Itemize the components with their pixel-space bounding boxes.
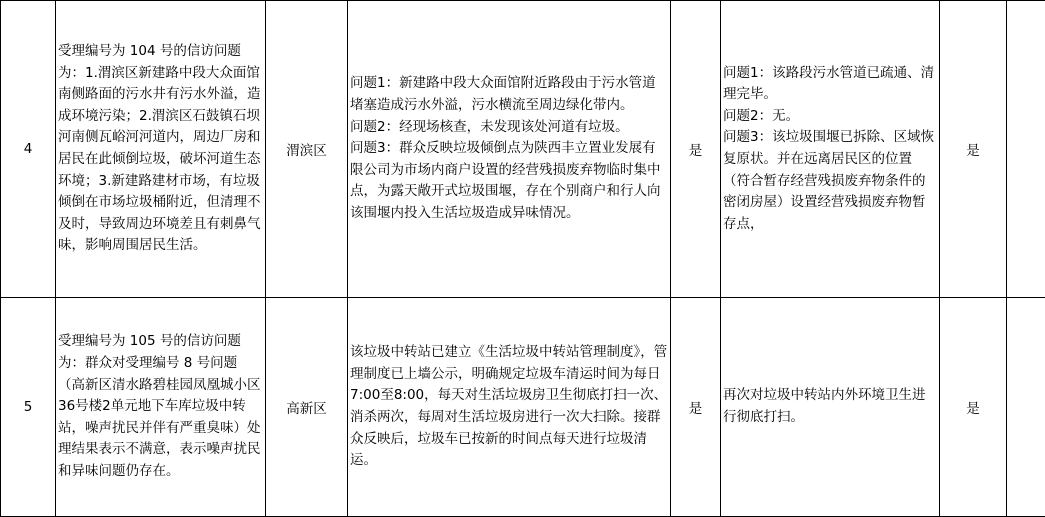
resolved-flag: 是 [940, 1, 1007, 298]
measures-paragraph: 问题3：该垃圾围堰已拆除、区域恢复原状。并在远离居民区的位置（符合暂存经营残损废弃物条件的密闭房屋）设置经营残损废弃物暂存点， [723, 129, 935, 232]
measures-paragraph: 问题1：该路段污水管道已疏通、清理完毕。 [723, 64, 935, 103]
complaint-text: 受理编号为 104 号的信访问题为：1.渭滨区新建路中段大众面馆南侧路面的污水井有污水外溢，造成环境污染；2.渭滨区石鼓镇石坝河南侧瓦峪河河道内，周边厂房和居民在此倾倒垃圾，破坏河道生态环境；3.新建路建材市场，有垃圾倾倒在市场垃圾桶附近，但清理不及时，导致周边环境差且有刺鼻气味，影响周围居民生活。 [56, 1, 266, 298]
investigation-paragraph: 问题3：群众反映垃圾倾倒点为陕西丰立置业发展有限公司为市场内商户设置的经营残损废弃物临时集中点，为露天敞开式垃圾围堰，存在个别商户和行人向该围堰内投入生活垃圾造成异味情况。 [350, 140, 661, 221]
verified-flag: 是 [671, 1, 721, 298]
verified-flag: 是 [671, 298, 721, 517]
row-number: 4 [1, 1, 56, 298]
measures-paragraph: 再次对垃圾中转站内外环境卫生进行彻底打扫。 [723, 387, 926, 425]
row-number: 5 [1, 298, 56, 517]
resolved-flag: 是 [940, 298, 1007, 517]
investigation-cell [348, 298, 671, 517]
table-row [1, 298, 1045, 517]
district-name: 高新区 [266, 298, 348, 517]
investigation-cell [348, 1, 671, 298]
district-name: 渭滨区 [266, 1, 348, 298]
empty-cell [1007, 298, 1045, 517]
table-row [1, 1, 1045, 298]
measures-cell [721, 1, 940, 298]
measures-paragraph: 问题2：无。 [723, 107, 800, 124]
investigation-paragraph: 该垃圾中转站已建立《生活垃圾中转站管理制度》，管理制度已上墙公示，明确规定垃圾车清运时间为每日7:00至8:00，每天对生活垃圾房卫生彻底打扫一次、消杀两次，每周对生活垃圾房进行一次大扫除。接群众反映后，垃圾车已按新的时间点每天进行垃圾清运。 [350, 344, 668, 469]
empty-cell [1007, 1, 1045, 298]
investigation-paragraph: 问题1：新建路中段大众面馆附近路段由于污水管道堵塞造成污水外溢，污水横流至周边绿化带内。 [350, 75, 656, 114]
measures-cell [721, 298, 940, 517]
complaint-text: 受理编号为 105 号的信访问题为：群众对受理编号 8 号问题（高新区清水路碧桂园凤凰城小区36号楼2单元地下车库垃圾中转站，噪声扰民并伴有严重臭味）处理结果表示不满意，表示噪声扰民和异味问题仍存在。 [56, 298, 266, 517]
investigation-paragraph: 问题2：经现场核查，未发现该处河道有垃圾。 [350, 118, 629, 135]
